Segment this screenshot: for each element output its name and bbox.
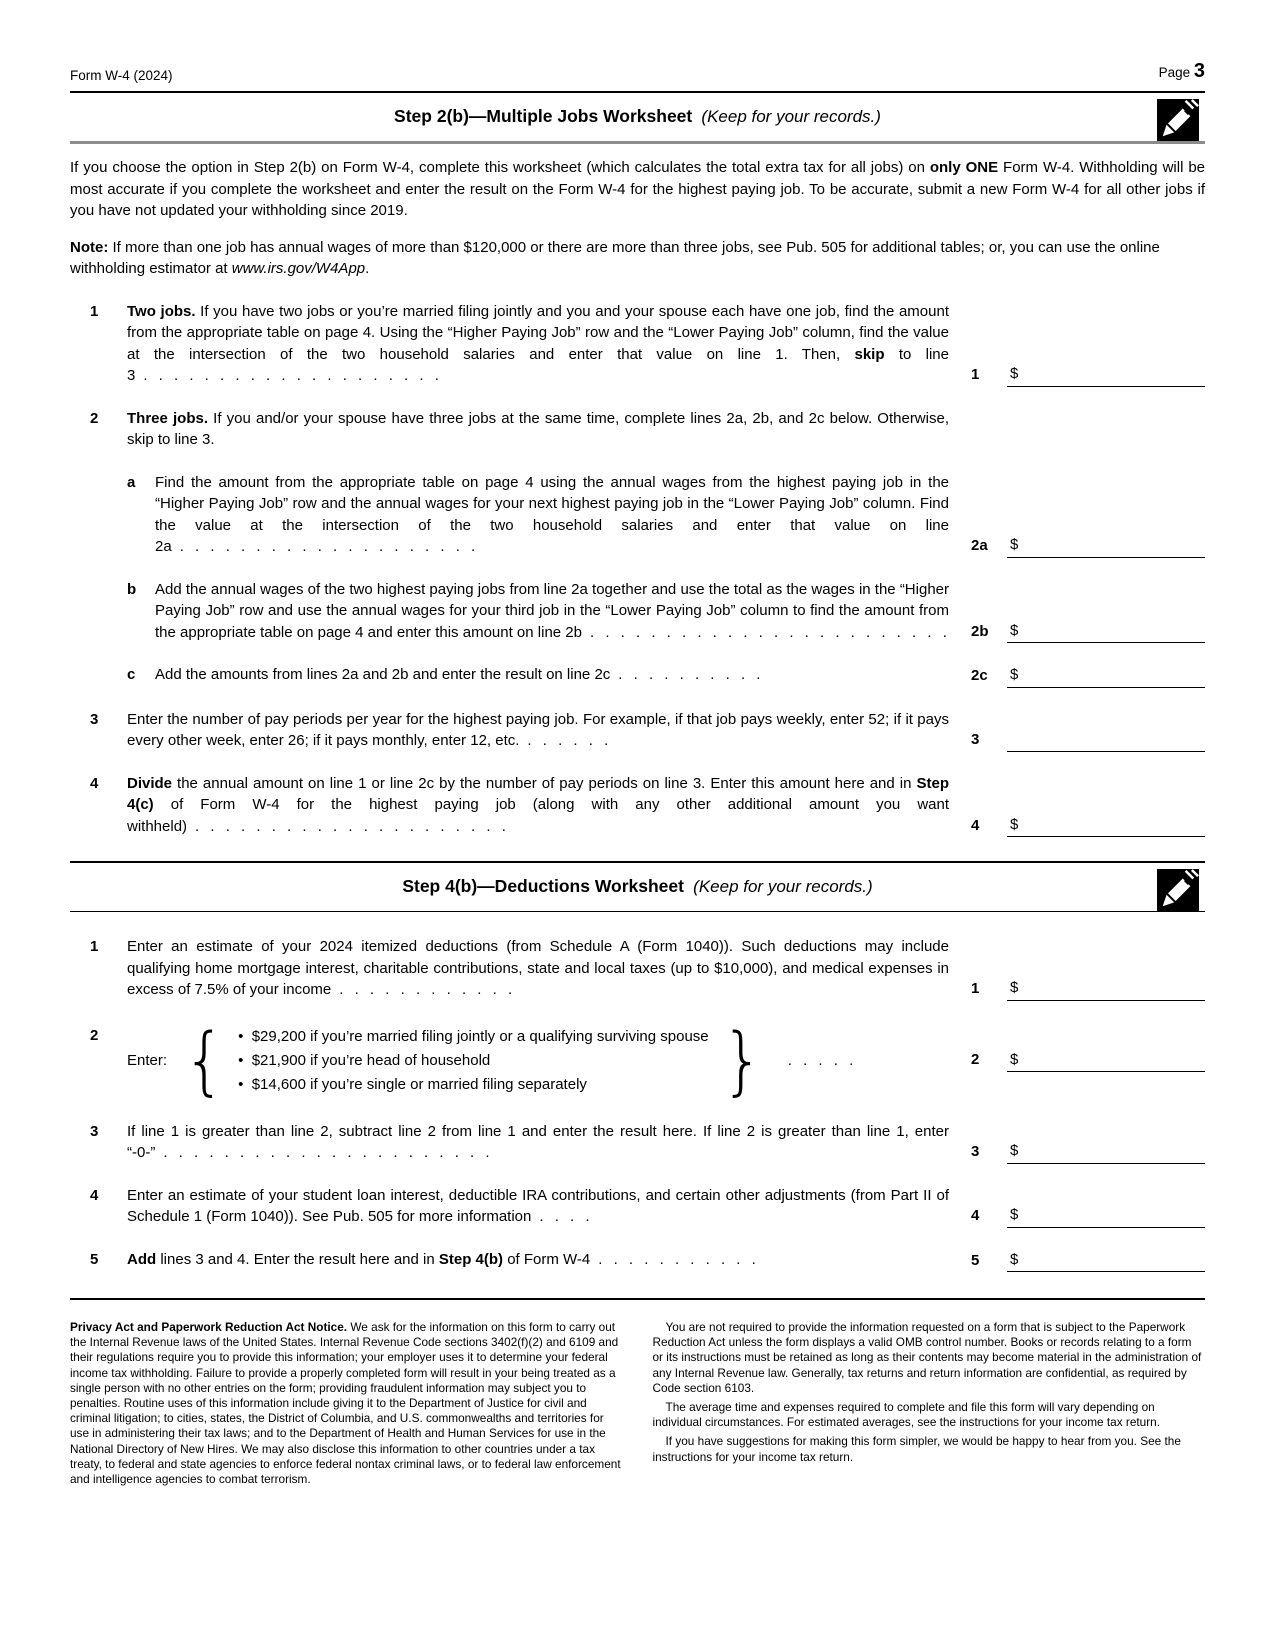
paperwork-reduction-paragraph: You are not required to provide the information requested on a form that is subject to the Paperwork Reduction Act unless the form displays a valid OMB control number. Books or records relating to a form or its instructions must be retained as long as their contents may become material in the administration of any Internal Revenue law. Generally, tax returns and return information are confidential, as required by Code section 6103. [652,1320,1202,1395]
entry-line-number: 1 [971,980,980,997]
worksheet1-note: Note: If more than one job has annual wages of more than $120,000 or there are more than three jobs, see Pub. 505 for additional tables; or, you can use the online withholding estimator at www.irs.gov/W4App. [70,238,1160,277]
worksheet2-subtitle: (Keep for your records.) [693,877,873,896]
w1-row-2a [70,472,1205,558]
w2-row-2 [70,1017,1205,1104]
entry-line-number: 3 [971,1143,980,1160]
dot-leaders: . . . . . . . . . . . . . . . . . . . . [143,367,439,384]
dollar-sign: $ [1010,815,1019,833]
dot-leaders: . . . . . . . . . . [618,666,761,683]
row-text: Find the amount from the appropriate table on page 4 using the annual wages from the highest paying job in the “Higher Paying Job” row and the annual wages for your next highest paying job in the “Lower Paying Job” column. Find the value at the intersection of the two household salaries and enter that value on line 2a . . . . . . . . . . . . . . . . . . . . [155,473,949,555]
page-indicator: Page 3 [1158,60,1205,82]
w1-row-1 [70,301,1205,387]
row-text: Enter: { • $29,200 if you’re married filing jointly or a qualifying surviving spouse • $21,900 if you’re head of household • $14,600 if you’re single or married filing separately } . . . . . [127,1025,955,1097]
dot-leaders: . . . . . [787,1051,854,1069]
amount-field[interactable] [1007,1049,1205,1073]
row-number: 1 [90,938,99,955]
average-time-paragraph: The average time and expenses required to complete and file this form will vary depending on individual circumstances. For estimated averages, see the instructions for your income tax return. [652,1400,1160,1430]
row-entry [955,1121,1205,1164]
dot-leaders: . . . . . . [527,732,609,749]
row-entry [955,936,1205,1001]
row-entry [955,664,1205,688]
row-text: Add the amounts from lines 2a and 2b and enter the result on line 2c . . . . . . . . . . [155,666,761,683]
row-text: If line 1 is greater than line 2, subtract line 2 from line 1 and enter the result here. If line 2 is greater than line 1, enter “-0-” . . . . . . . . . . . . . . . . . . . . . . [127,1122,949,1161]
entry-line-number: 5 [971,1251,980,1269]
row-entry [955,773,1205,838]
row-number: 3 [90,710,99,728]
amount-field[interactable] [1007,814,1205,838]
worksheet2-title-band [70,861,1205,912]
row-number: 5 [90,1250,99,1268]
w1-row-2c [70,664,1205,688]
option-mfj: • $29,200 if you’re married filing jointly or a qualifying surviving spouse [238,1025,709,1049]
dollar-sign: $ [1010,621,1019,639]
row-number: 2 [90,409,99,427]
w1-row-2 [70,408,1205,451]
form-id: Form W-4 (2024) [70,68,173,83]
entry-line-number: 2 [971,1051,980,1069]
dot-leaders: . . . . . . . . . . . . . . . . . . . . . [195,817,506,835]
row-text: Two jobs. If you have two jobs or you’re married filing jointly and you and your spouse each have one job, find the amount from the appropriate table on page 4. Using the “Higher Paying Job” row and the “Lower Paying Job” column, find the value at the intersection of the two household salaries and enter that value on line 1. Then, skip to line 3 . . . . . . . . . . . . . . . . . . . . [127,302,949,384]
row-number: 1 [90,302,99,320]
dot-leaders: . . . . . . . . . . . . . . . . . . . . [179,538,476,555]
row-text: Divide the annual amount on line 1 or line 2c by the number of pay periods on line 3. Enter this amount here and in Step 4(c) of Form W-4 for the highest paying job (along with any other additional amount you want withheld) . . . . . . . . . . . . . . . . . . . . . [127,774,949,835]
page-header [70,60,1205,91]
row-entry [955,709,1205,752]
row-letter: a [127,473,136,491]
privacy-notice-right-column [653,1320,1206,1487]
privacy-notice [70,1300,1205,1487]
row-entry-empty [955,408,1205,451]
row-text: Add lines 3 and 4. Enter the result here and in Step 4(b) of Form W-4 . . . . . . . . . . . [127,1250,756,1268]
option-single: • $14,600 if you’re single or married filing separately [238,1073,709,1097]
amount-field[interactable] [1007,731,1205,752]
amount-field[interactable] [1007,1140,1205,1164]
dot-leaders: . . . . . . . . . . . . . . . . . . . . . . [163,1144,490,1161]
dollar-sign: $ [1010,536,1019,553]
row-entry [955,1249,1205,1273]
row-number: 4 [90,774,99,792]
row-text: Three jobs. If you and/or your spouse have three jobs at the same time, complete lines 2a, 2b, and 2c below. Otherwise, skip to line 3. [127,409,949,448]
row-entry [955,472,1205,558]
w2-row-4 [70,1185,1205,1228]
w1-row-2b [70,579,1205,644]
dollar-sign: $ [1010,979,1019,996]
dollar-sign: $ [1010,1142,1019,1159]
pencil-icon [1157,869,1199,911]
dot-leaders: . . . . . . . . . . . . [339,981,513,998]
amount-field[interactable] [1007,977,1205,1001]
amount-field[interactable] [1007,1249,1205,1273]
entry-line-number: 1 [971,366,980,383]
entry-line-number: 2a [971,537,988,554]
pencil-icon [1157,99,1199,141]
row-text: Enter an estimate of your 2024 itemized deductions (from Schedule A (Form 1040)). Such deductions may include qualifying home mortgage interest, charitable contributions, state and local taxes (up to $10,000), and medical expenses in excess of 7.5% of your income . . . . . . . . . . . . [127,938,949,998]
amount-field[interactable] [1007,620,1205,644]
worksheet1-subtitle: (Keep for your records.) [701,107,881,126]
dot-leaders: . . . . . . . . . . . . . . . . . . . . . . . . [589,623,947,641]
w1-row-4 [70,773,1205,838]
row-letter: b [127,580,137,598]
worksheet1-rows [70,301,1205,838]
dollar-sign: $ [1010,1050,1019,1068]
dollar-sign: $ [1010,1206,1019,1223]
row-number: 2 [90,1026,99,1044]
w2-row-5 [70,1249,1205,1273]
amount-field[interactable] [1007,363,1205,387]
standard-deduction-options [228,1025,719,1097]
page-number: 3 [1193,60,1205,82]
entry-line-number: 4 [971,816,980,834]
entry-line-number: 3 [971,731,980,748]
row-entry [955,1185,1205,1228]
row-text: Add the annual wages of the two highest paying jobs from line 2a together and use the total as the wages in the “Higher Paying Job” row and use the annual wages for your third job in the “Lower Paying Job” column to find the amount from the appropriate table on page 4 and enter this amount on line 2b . . . . . . . . . . . . . . . . . . . . . . . . [155,580,949,641]
row-text: Enter the number of pay periods per year for the highest paying job. For example, if that job pays weekly, enter 52; if it pays every other week, enter 26; if it pays monthly, enter 12, etc. . . . . . . [127,710,949,749]
amount-field[interactable] [1007,1204,1205,1228]
privacy-act-paragraph: Privacy Act and Paperwork Reduction Act Notice. We ask for the information on this form to carry out the Internal Revenue laws of the United States. Internal Revenue Code sections 3402(f)(2) and 6109 and their regulations require you to provide this information; your employer uses it to determine your federal income tax withholding. Failure to provide a properly completed form will result in your being treated as a single person with no other entries on the form; providing fraudulent information may subject you to penalties. Routine uses of this information include giving it to the Department of Justice for civil and criminal litigation; to cities, states, the District of Columbia, and U.S. commonwealths and territories for use in administering their tax laws; and to the Department of Health and Human Services for use in the National Directory of New Hires. We may also disclose this information to other countries under a tax treaty, to federal and state agencies to enforce federal nontax criminal laws, or to federal law enforcement and intelligence agencies to combat terrorism. [70,1320,621,1487]
row-number: 4 [90,1186,99,1204]
entry-line-number: 2c [971,667,988,684]
worksheet1-title: Step 2(b)—Multiple Jobs Worksheet [394,106,693,126]
dollar-sign: $ [1010,1250,1019,1268]
worksheet2-rows [70,936,1205,1272]
row-entry [955,579,1205,644]
row-text: Enter an estimate of your student loan interest, deductible IRA contributions, and certain other adjustments (from Part II of Schedule 1 (Form 1040)). See Pub. 505 for more information . . . . [127,1186,949,1225]
entry-line-number: 2b [971,622,989,640]
w2-row-3 [70,1121,1205,1164]
dollar-sign: $ [1010,666,1019,683]
w1-row-3 [70,709,1205,752]
entry-line-number: 4 [971,1207,980,1224]
row-letter: c [127,666,136,683]
row-entry [955,1025,1205,1097]
amount-field[interactable] [1007,534,1205,558]
suggestions-paragraph: If you have suggestions for making this form simpler, we would be happy to hear from you. See the instructions for your income tax return. [652,1434,1181,1464]
worksheet1-intro: If you choose the option in Step 2(b) on Form W-4, complete this worksheet (which calculates the total extra tax for all jobs) on only ONE Form W-4. Withholding will be most accurate if you complete the worksheet and enter the result on the Form W-4 for the highest paying job. To be accurate, submit a new Form W-4 for all other jobs if you have not updated your withholding since 2019. [70,159,1206,219]
worksheet2-title: Step 4(b)—Deductions Worksheet [402,876,684,896]
row-number: 3 [90,1122,99,1140]
dollar-sign: $ [1010,365,1019,382]
amount-field[interactable] [1007,664,1205,688]
privacy-notice-left-column [70,1320,623,1487]
option-hoh: • $21,900 if you’re head of household [238,1049,709,1073]
enter-label: Enter: [127,1051,168,1069]
dot-leaders: . . . . . . . . . . . [598,1250,756,1268]
w2-row-1 [70,936,1205,1001]
row-entry [955,301,1205,387]
dot-leaders: . . . . [539,1208,590,1225]
worksheet1-title-band [70,91,1205,144]
